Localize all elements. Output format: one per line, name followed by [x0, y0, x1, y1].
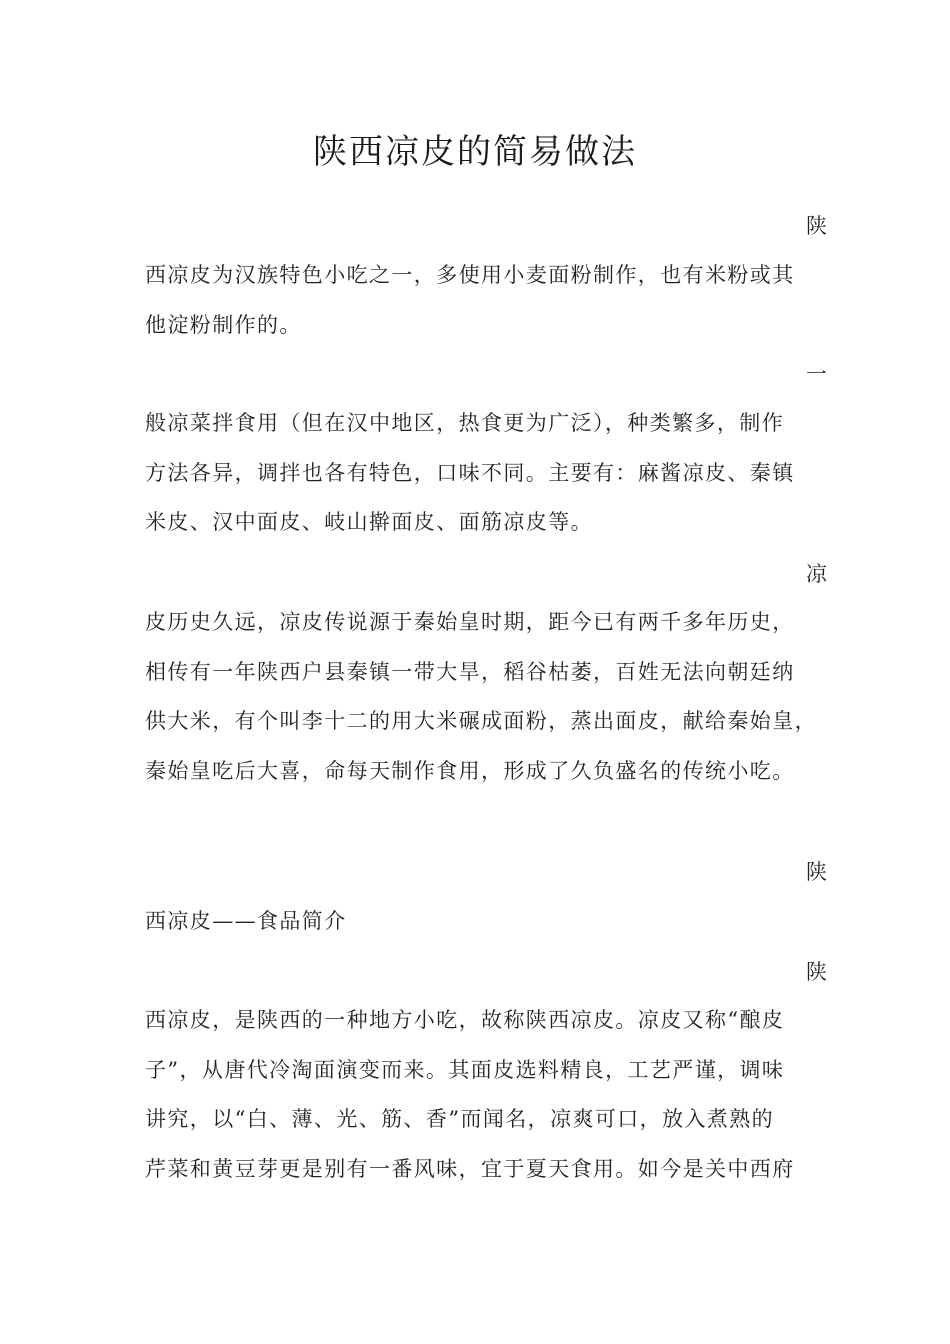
paragraph-line: 西凉皮为汉族特色小吃之一，多使用小麦面粉制作，也有米粉或其 — [145, 263, 795, 287]
paragraph-lead-char: 陕 — [806, 214, 827, 238]
paragraph-lead-char: 陕 — [806, 960, 827, 984]
section-heading — [145, 897, 815, 947]
paragraph-line: 皮历史久远，凉皮传说源于秦始皇时期，距今已有两千多年历史， — [145, 610, 795, 634]
paragraph — [145, 598, 815, 797]
document-title: 陕西凉皮的简易做法 — [313, 132, 637, 172]
paragraph-line: 方法各异，调拌也各有特色，口味不同。主要有：麻酱凉皮、秦镇 — [145, 460, 795, 485]
paragraph-line: 子”，从唐代冷淘面演变而来。其面皮选料精良，工艺严谨，调味 — [145, 1057, 785, 1082]
paragraph-lead-char: 凉 — [806, 562, 827, 586]
paragraph-line: 相传有一年陕西户县秦镇一带大旱，稻谷枯萎，百姓无法向朝廷纳 — [145, 659, 795, 684]
paragraph-line: 西凉皮——食品简介 — [145, 909, 347, 933]
paragraph — [145, 399, 815, 548]
paragraph-line: 供大米，有个叫李十二的用大米碾成面粉，蒸出面皮，献给秦始皇， — [145, 709, 817, 734]
paragraph — [145, 996, 815, 1195]
paragraph-line: 讲究，以“白、薄、光、筋、香”而闻名，凉爽可口，放入煮熟的 — [145, 1107, 775, 1132]
paragraph-line: 米皮、汉中面皮、岐山擀面皮、面筋凉皮等。 — [145, 510, 593, 535]
paragraph — [145, 251, 815, 350]
paragraph-lead-char: 一 — [806, 362, 827, 386]
paragraph-lead-char: 陕 — [806, 860, 827, 884]
paragraph-line: 秦始皇吃后大喜，命每天制作食用，形成了久负盛名的传统小吃。 — [145, 759, 795, 784]
paragraph-line: 西凉皮，是陕西的一种地方小吃，故称陕西凉皮。凉皮又称“酿皮 — [145, 1008, 785, 1032]
paragraph-line: 芹菜和黄豆芽更是别有一番风味，宜于夏天食用。如今是关中西府 — [145, 1157, 795, 1182]
paragraph-line: 般凉菜拌食用（但在汉中地区，热食更为广泛），种类繁多，制作 — [145, 411, 785, 435]
paragraph-line: 他淀粉制作的。 — [145, 312, 302, 337]
